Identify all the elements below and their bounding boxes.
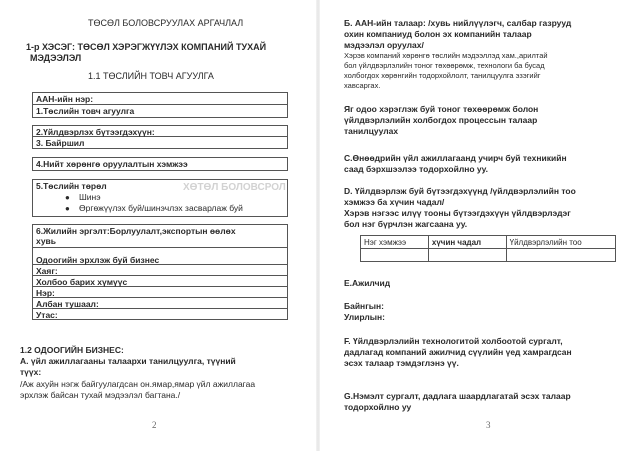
equipment-heading-line2: үйлдвэрлэлийн холбогдох процессын талаар bbox=[344, 115, 538, 125]
b-note-line2: бол үйлдвэрлэлийн тоног төхөөрөмж, технологи ба бусад bbox=[344, 61, 545, 70]
form-box-product bbox=[32, 125, 288, 149]
sub-a-note-line1: /Аж ахуйн нэгж байгуулагдсан он.ямар,ямар үйл ажиллагаа bbox=[20, 379, 256, 389]
c-heading-line1: С.Өнөөдрийн үйл ажиллагаанд учирч буй техникийн bbox=[344, 153, 567, 163]
table-cell bbox=[428, 249, 506, 262]
right-page bbox=[324, 0, 638, 451]
form-row bbox=[33, 158, 287, 170]
form-box-investment bbox=[32, 157, 288, 171]
b-note-line1: Хэрэв компаний хөрөнгө төслийн мэдээллэд хам.,арилтай bbox=[344, 51, 548, 60]
d-heading-line2: хэмжээ ба хүчин чадал/ bbox=[344, 197, 445, 207]
field-label: Хаяг: bbox=[36, 266, 58, 276]
book-gutter bbox=[316, 0, 320, 451]
form-box-turnover bbox=[32, 224, 288, 320]
table-header-quantity: Үйлдвэрлэлийн тоо bbox=[506, 236, 615, 249]
bullet-icon: ● bbox=[65, 204, 70, 213]
b-note-line3: холбогдох хөрөнгийн тодорхойлолт, танилцуулга эзэгийг bbox=[344, 71, 541, 80]
capacity-table bbox=[360, 235, 616, 262]
form-box-project-type bbox=[32, 179, 288, 217]
field-label: хувь bbox=[36, 236, 57, 246]
page-number: 2 bbox=[152, 420, 157, 430]
form-box-company bbox=[32, 92, 288, 118]
field-label: 6.Жилийн эргэлт:Борлуулалт,экспортын өөлөх bbox=[36, 226, 236, 236]
bullet-icon: ● bbox=[65, 193, 70, 202]
form-row bbox=[33, 254, 287, 265]
field-label: Нэр: bbox=[36, 288, 55, 298]
field-label: Албан тушаал: bbox=[36, 299, 99, 309]
form-row bbox=[33, 309, 287, 320]
field-label: Одоогийн эрхлэж буй бизнес bbox=[36, 255, 160, 265]
form-row bbox=[33, 137, 287, 148]
b-heading-line2: охин компаниуд болон эх компанийн талаар bbox=[344, 29, 532, 39]
table-cell bbox=[506, 249, 615, 262]
sub-a-heading-line2: түүх: bbox=[20, 367, 42, 377]
bullet-item-expand: Өргөжүүлэх буй/шинэчлэх засварлаж буй bbox=[79, 203, 243, 213]
document-title: ТӨСӨЛ БОЛОВСРУУЛАХ АРГАЧЛАЛ bbox=[88, 18, 244, 28]
left-page bbox=[0, 0, 314, 451]
g-heading-line1: G.Нэмэлт сургалт, дадлага шаардлагатай эсэх талаар bbox=[344, 391, 571, 401]
field-label: ААН-ийн нэр: bbox=[36, 94, 94, 104]
equipment-heading-line1: Яг одоо хэрэглэж буй тоног төхөөрөмж болон bbox=[344, 104, 539, 114]
form-row bbox=[33, 105, 287, 117]
field-label: 4.Нийт хөрөнгө оруулалтын хэмжээ bbox=[36, 159, 188, 169]
b-heading-line3: мэдээлэл оруулах/ bbox=[344, 40, 424, 50]
table-header-row bbox=[361, 236, 616, 249]
f-heading-line3: эсэх талаар тэмдэглэнэ үү. bbox=[344, 358, 459, 368]
field-label: 2.Үйлдвэрлэх бүтээгдэхүүн: bbox=[36, 127, 155, 137]
form-row bbox=[33, 287, 287, 298]
form-row bbox=[33, 93, 287, 105]
form-row bbox=[33, 298, 287, 309]
form-row bbox=[33, 225, 287, 248]
form-row bbox=[33, 265, 287, 276]
c-heading-line2: саад бэрхшээлээ тодорхойлно уу. bbox=[344, 164, 488, 174]
bleed-through-text: ХӨТӨЛ БОЛОВСРОЛ bbox=[183, 182, 286, 193]
f-heading-line2: дадлагад компаний ажилчид сүүлийн үед хамрагдсан bbox=[344, 347, 572, 357]
field-label: 3. Байршил bbox=[36, 138, 85, 148]
table-header-capacity: хүчин чадал bbox=[428, 236, 506, 249]
part-heading-line1: 1-р ХЭСЭГ: ТӨСӨЛ ХЭРЭГЖҮҮЛЭХ КОМПАНИЙ ТУХАЙ bbox=[26, 42, 267, 52]
field-label: 5.Төслийн төрөл bbox=[36, 181, 107, 191]
field-label: Холбоо барих хүмүүс bbox=[36, 277, 128, 287]
f-heading-line1: F. Үйлдвэрлэлийн технологитой холбоотой сургалт, bbox=[344, 336, 563, 346]
page-number: 3 bbox=[486, 420, 491, 430]
g-heading-line2: тодорхойлно уу bbox=[344, 402, 412, 412]
b-note-line4: хавсаргах. bbox=[344, 81, 381, 90]
e-heading: Е.Ажилчид bbox=[344, 278, 391, 288]
b-heading-line1: Б. ААН-ийн талаар: /хувь нийлүүлэгч, салбар газрууд bbox=[344, 18, 572, 28]
sub-a-note-line2: эрхлэж байсан тухай мэдээлэл багтана./ bbox=[20, 390, 181, 400]
d-heading-line4: бол нэг бүрчлэн жагсаана уу. bbox=[344, 219, 468, 229]
part-heading-line2: МЭДЭЭЛЭЛ bbox=[30, 53, 82, 63]
d-heading-line1: D. Үйлдвэрлэж буй бүтээгдэхүүнд /үйлдвэрлэлийн тоо bbox=[344, 186, 576, 196]
d-heading-line3: Хэрэв нэгээс илүү тооны бүтээгдэхүүн үйлдвэрлэдэг bbox=[344, 208, 571, 218]
sub-a-heading-line1: А. үйл ажиллагааны талаархи танилцуулга, түүний bbox=[20, 356, 236, 366]
table-cell bbox=[361, 249, 429, 262]
section-1-1-heading: 1.1 ТӨСЛИЙН ТОВЧ АГУУЛГА bbox=[88, 71, 214, 81]
section-1-2-heading: 1.2 ОДООГИЙН БИЗНЕС: bbox=[20, 345, 124, 355]
seasonal-label: Улирлын: bbox=[344, 312, 385, 322]
form-row bbox=[33, 276, 287, 287]
equipment-heading-line3: танилцуулах bbox=[344, 126, 399, 136]
bullet-item-new: Шинэ bbox=[79, 192, 101, 202]
table-row bbox=[361, 249, 616, 262]
table-header-unit: Нэг хэмжээ bbox=[361, 236, 429, 249]
form-row bbox=[33, 126, 287, 137]
permanent-label: Байнгын: bbox=[344, 301, 384, 311]
field-label: Утас: bbox=[36, 310, 58, 320]
field-label: 1.Төслийн товч агуулга bbox=[36, 106, 135, 116]
